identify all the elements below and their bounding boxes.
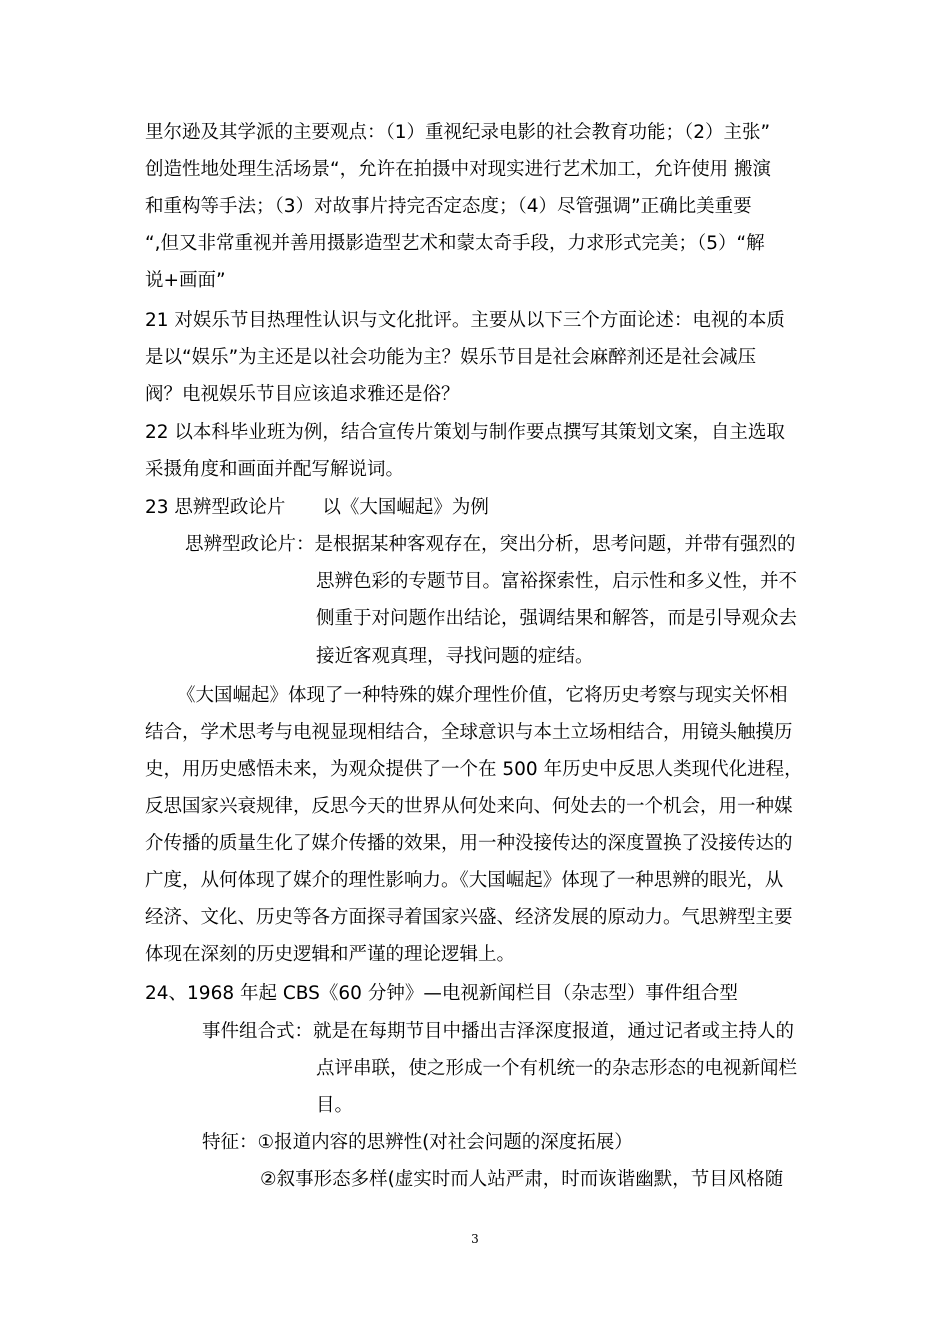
text-line: 体现在深刻的历史逻辑和严谨的理论逻辑上。	[145, 944, 516, 965]
text-line: 接近客观真理，寻找问题的症结。	[316, 646, 594, 667]
text-line: 结合，学术思考与电视显现相结合，全球意识与本土立场相结合，用镜头触摸历	[145, 722, 793, 743]
text-line: 目。	[316, 1095, 354, 1116]
text-line: 里尔逊及其学派的主要观点：（1）重视纪录电影的社会教育功能；（2）主张”	[145, 122, 771, 143]
text-line: 思辨色彩的专题节目。富裕探索性，启示性和多义性，并不	[316, 571, 798, 592]
text-line: 广度，从何体现了媒介的理性影响力。《大国崛起》体现了一种思辨的眼光，从	[145, 870, 784, 891]
text-line: 反思国家兴衰规律，反思今天的世界从何处来向、何处去的一个机会，用一种媒	[145, 796, 793, 817]
text-line: 和重构等手法；（3）对故事片持完否定态度；（4）尽管强调”正确比美重要	[145, 196, 752, 217]
text-line: 特征：①报道内容的思辨性(对社会问题的深度拓展）	[202, 1132, 633, 1153]
text-line: 阀？电视娱乐节目应该追求雅还是俗？	[145, 384, 460, 405]
text-line: 史，用历史感悟未来，为观众提供了一个在 500 年历史中反思人类现代化进程，	[145, 759, 803, 780]
text-line: 事件组合式：就是在每期节目中播出吉泽深度报道，通过记者或主持人的	[202, 1021, 795, 1042]
page-number: 3	[471, 1232, 479, 1246]
text-line: “,但又非常重视并善用摄影造型艺术和蒙太奇手段，力求形式完美；（5）“解	[145, 233, 765, 254]
text-line: 经济、文化、历史等各方面探寻着国家兴盛、经济发展的原动力。气思辨型主要	[145, 907, 793, 928]
section-heading: 24、1968 年起 CBS《60 分钟》—电视新闻栏目（杂志型）事件组合型	[145, 983, 738, 1004]
text-line: 22 以本科毕业班为例，结合宣传片策划与制作要点撰写其策划文案，自主选取	[145, 422, 785, 443]
text-line: 《大国崛起》体现了一种特殊的媒介理性价值，它将历史考察与现实关怀相	[177, 685, 788, 706]
text-line: 21 对娱乐节目热理性认识与文化批评。主要从以下三个方面论述：电视的本质	[145, 310, 785, 331]
text-line: 是以“娱乐”为主还是以社会功能为主？娱乐节目是社会麻醉剂还是社会减压	[145, 347, 757, 368]
text-line: 侧重于对问题作出结论，强调结果和解答，而是引导观众去	[316, 608, 798, 629]
text-line: 说+画面”	[145, 270, 226, 291]
text-line: ②叙事形态多样(虚实时而人站严肃，时而诙谐幽默，节目风格随	[260, 1169, 784, 1190]
section-heading: 23 思辨型政论片 以《大国崛起》为例	[145, 497, 489, 518]
text-line: 创造性地处理生活场景“，允许在拍摄中对现实进行艺术加工，允许使用 搬演	[145, 159, 771, 180]
text-line: 介传播的质量生化了媒介传播的效果，用一种没接传达的深度置换了没接传达的	[145, 833, 793, 854]
text-line: 采摄角度和画面并配写解说词。	[145, 459, 405, 480]
text-line: 思辨型政论片：是根据某种客观存在，突出分析，思考问题，并带有强烈的	[185, 534, 796, 555]
text-line: 点评串联，使之形成一个有机统一的杂志形态的电视新闻栏	[316, 1058, 798, 1079]
